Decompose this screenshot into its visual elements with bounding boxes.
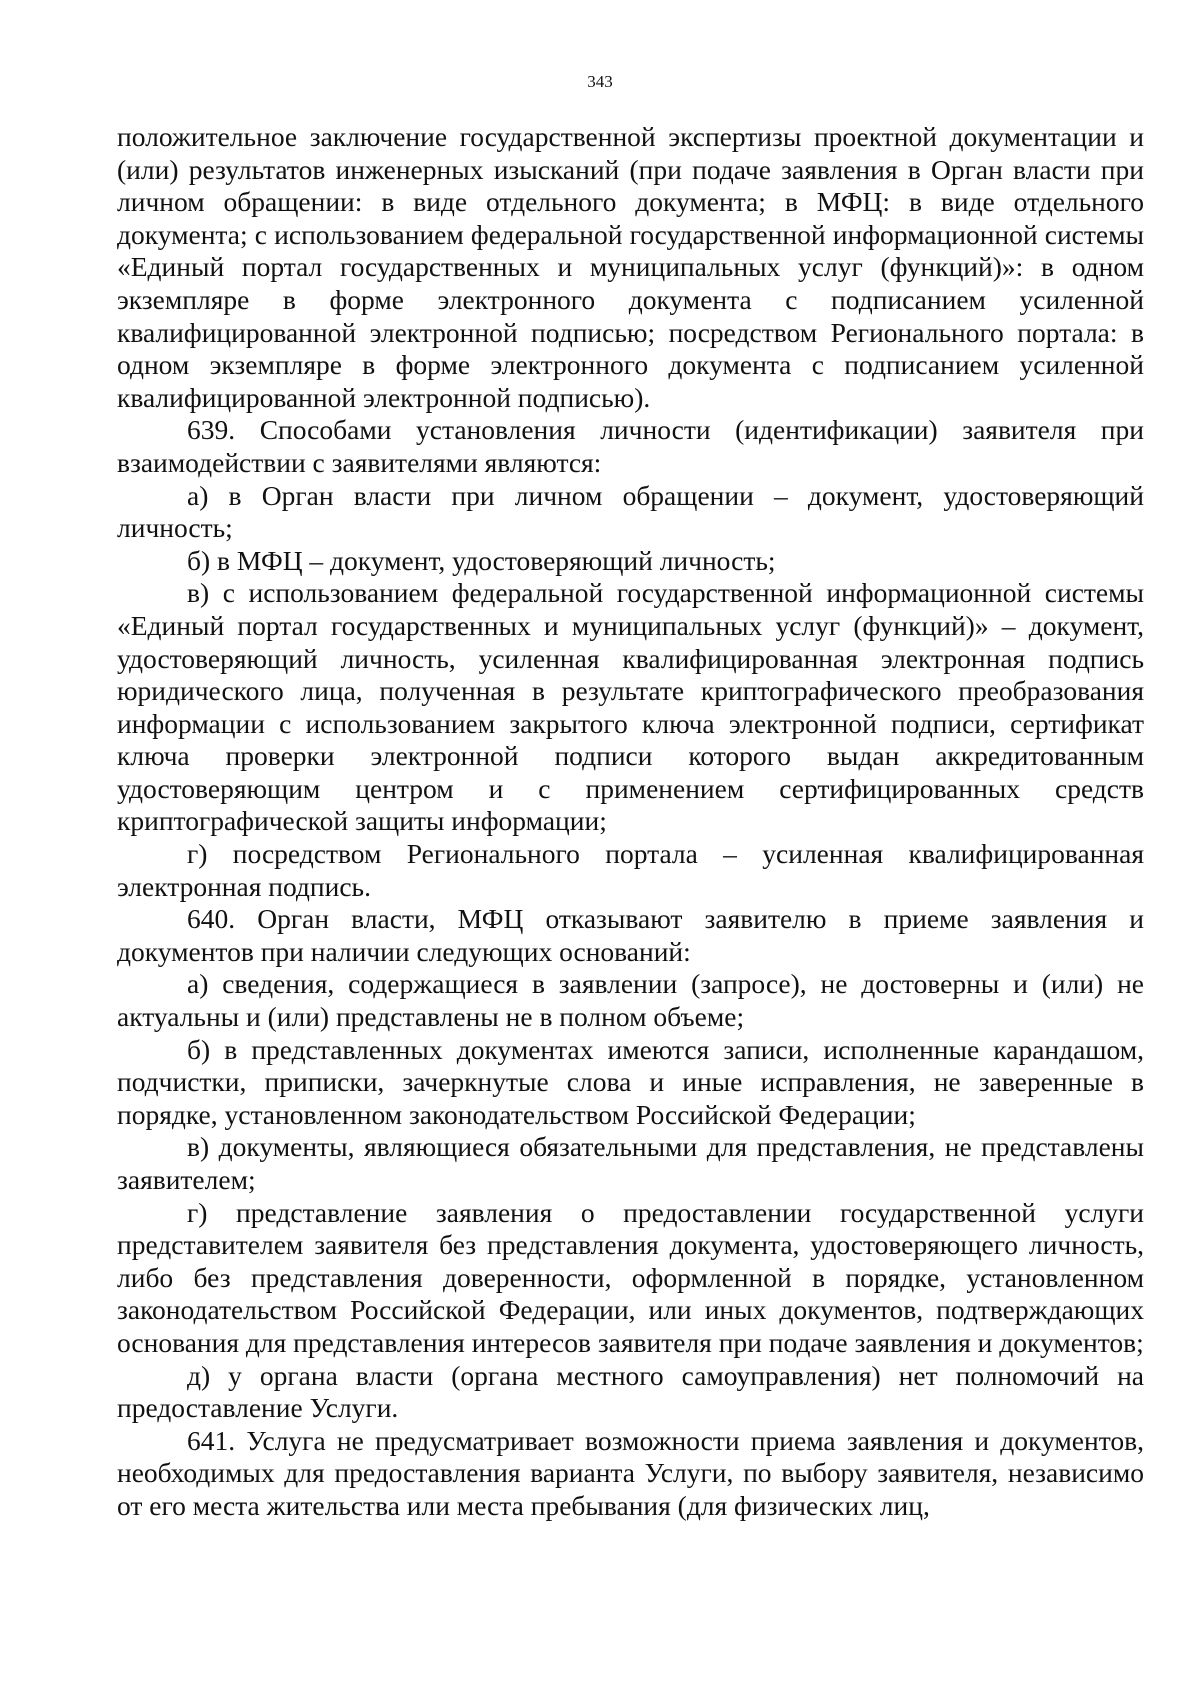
paragraph-639-g: г) посредством Регионального портала – усиленная квалифицированная электронная подпись. [117, 838, 1144, 902]
page-number: 343 [587, 72, 613, 91]
paragraph-640-d: д) у органа власти (органа местного самоуправления) нет полномочий на предоставление Услуги. [117, 1359, 1144, 1424]
paragraph-639: 639. Способами установления личности (идентификации) заявителя при взаимодействии с заявителями являются: [117, 414, 1144, 478]
paragraph-continuation: положительное заключение государственной экспертизы проектной документации и (или) результатов инженерных изысканий (при подаче заявления в Орган власти при личном обращении: в виде отдельного документа; в МФЦ: в виде отдельного документа; с использованием федеральной государственной информационной системы «Единый портал государственных и муниципальных услуг (функций)»: в одном экземпляре в форме электронного документа с подписанием усиленной квалифицированной электронной подписью; посредством Регионального портала: в одном экземпляре в форме электронного документа с подписанием усиленной квалифицированной электронной подписью). [117, 121, 1144, 413]
paragraph-640-g: г) представление заявления о предоставлении государственной услуги представителем заявителя без представления документа, удостоверяющего личность, либо без представления доверенности, оформленной в порядке, установленном законодательством Российской Федерации, или иных документов, подтверждающих основания для представления интересов заявителя при подаче заявления и документов; [117, 1196, 1144, 1358]
document-body [117, 121, 1144, 1523]
paragraph-640: 640. Орган власти, МФЦ отказывают заявителю в приеме заявления и документов при наличии следующих оснований: [117, 903, 1144, 967]
paragraph-639-v: в) с использованием федеральной государственной информационной системы «Единый портал государственных и муниципальных услуг (функций)» – документ, удостоверяющий личность, усиленная квалифицированная электронная подпись юридического лица, полученная в результате криптографического преобразования информации с использованием закрытого ключа электронной подписи, сертификат ключа проверки электронной подписи которого выдан аккредитованным удостоверяющим центром и с применением сертифицированных средств криптографической защиты информации; [117, 577, 1144, 837]
paragraph-639-a: а) в Орган власти при личном обращении – документ, удостоверяющий личность; [117, 479, 1144, 544]
paragraph-639-b: б) в МФЦ – документ, удостоверяющий личность; [187, 544, 776, 576]
paragraph-640-b: б) в представленных документах имеются записи, исполненные карандашом, подчистки, приписки, зачеркнутые слова и иные исправления, не заверенные в порядке, установленном законодательством Российской Федерации; [117, 1033, 1144, 1130]
paragraph-640-a: а) сведения, содержащиеся в заявлении (запросе), не достоверны и (или) не актуальны и (или) представлены не в полном объеме; [117, 968, 1144, 1033]
paragraph-640-v: в) документы, являющиеся обязательными для представления, не представлены заявителем; [117, 1131, 1144, 1195]
paragraph-641: 641. Услуга не предусматривает возможности приема заявления и документов, необходимых для предоставления варианта Услуги, по выбору заявителя, независимо от его места жительства или места пребывания (для физических лиц, [117, 1424, 1144, 1521]
